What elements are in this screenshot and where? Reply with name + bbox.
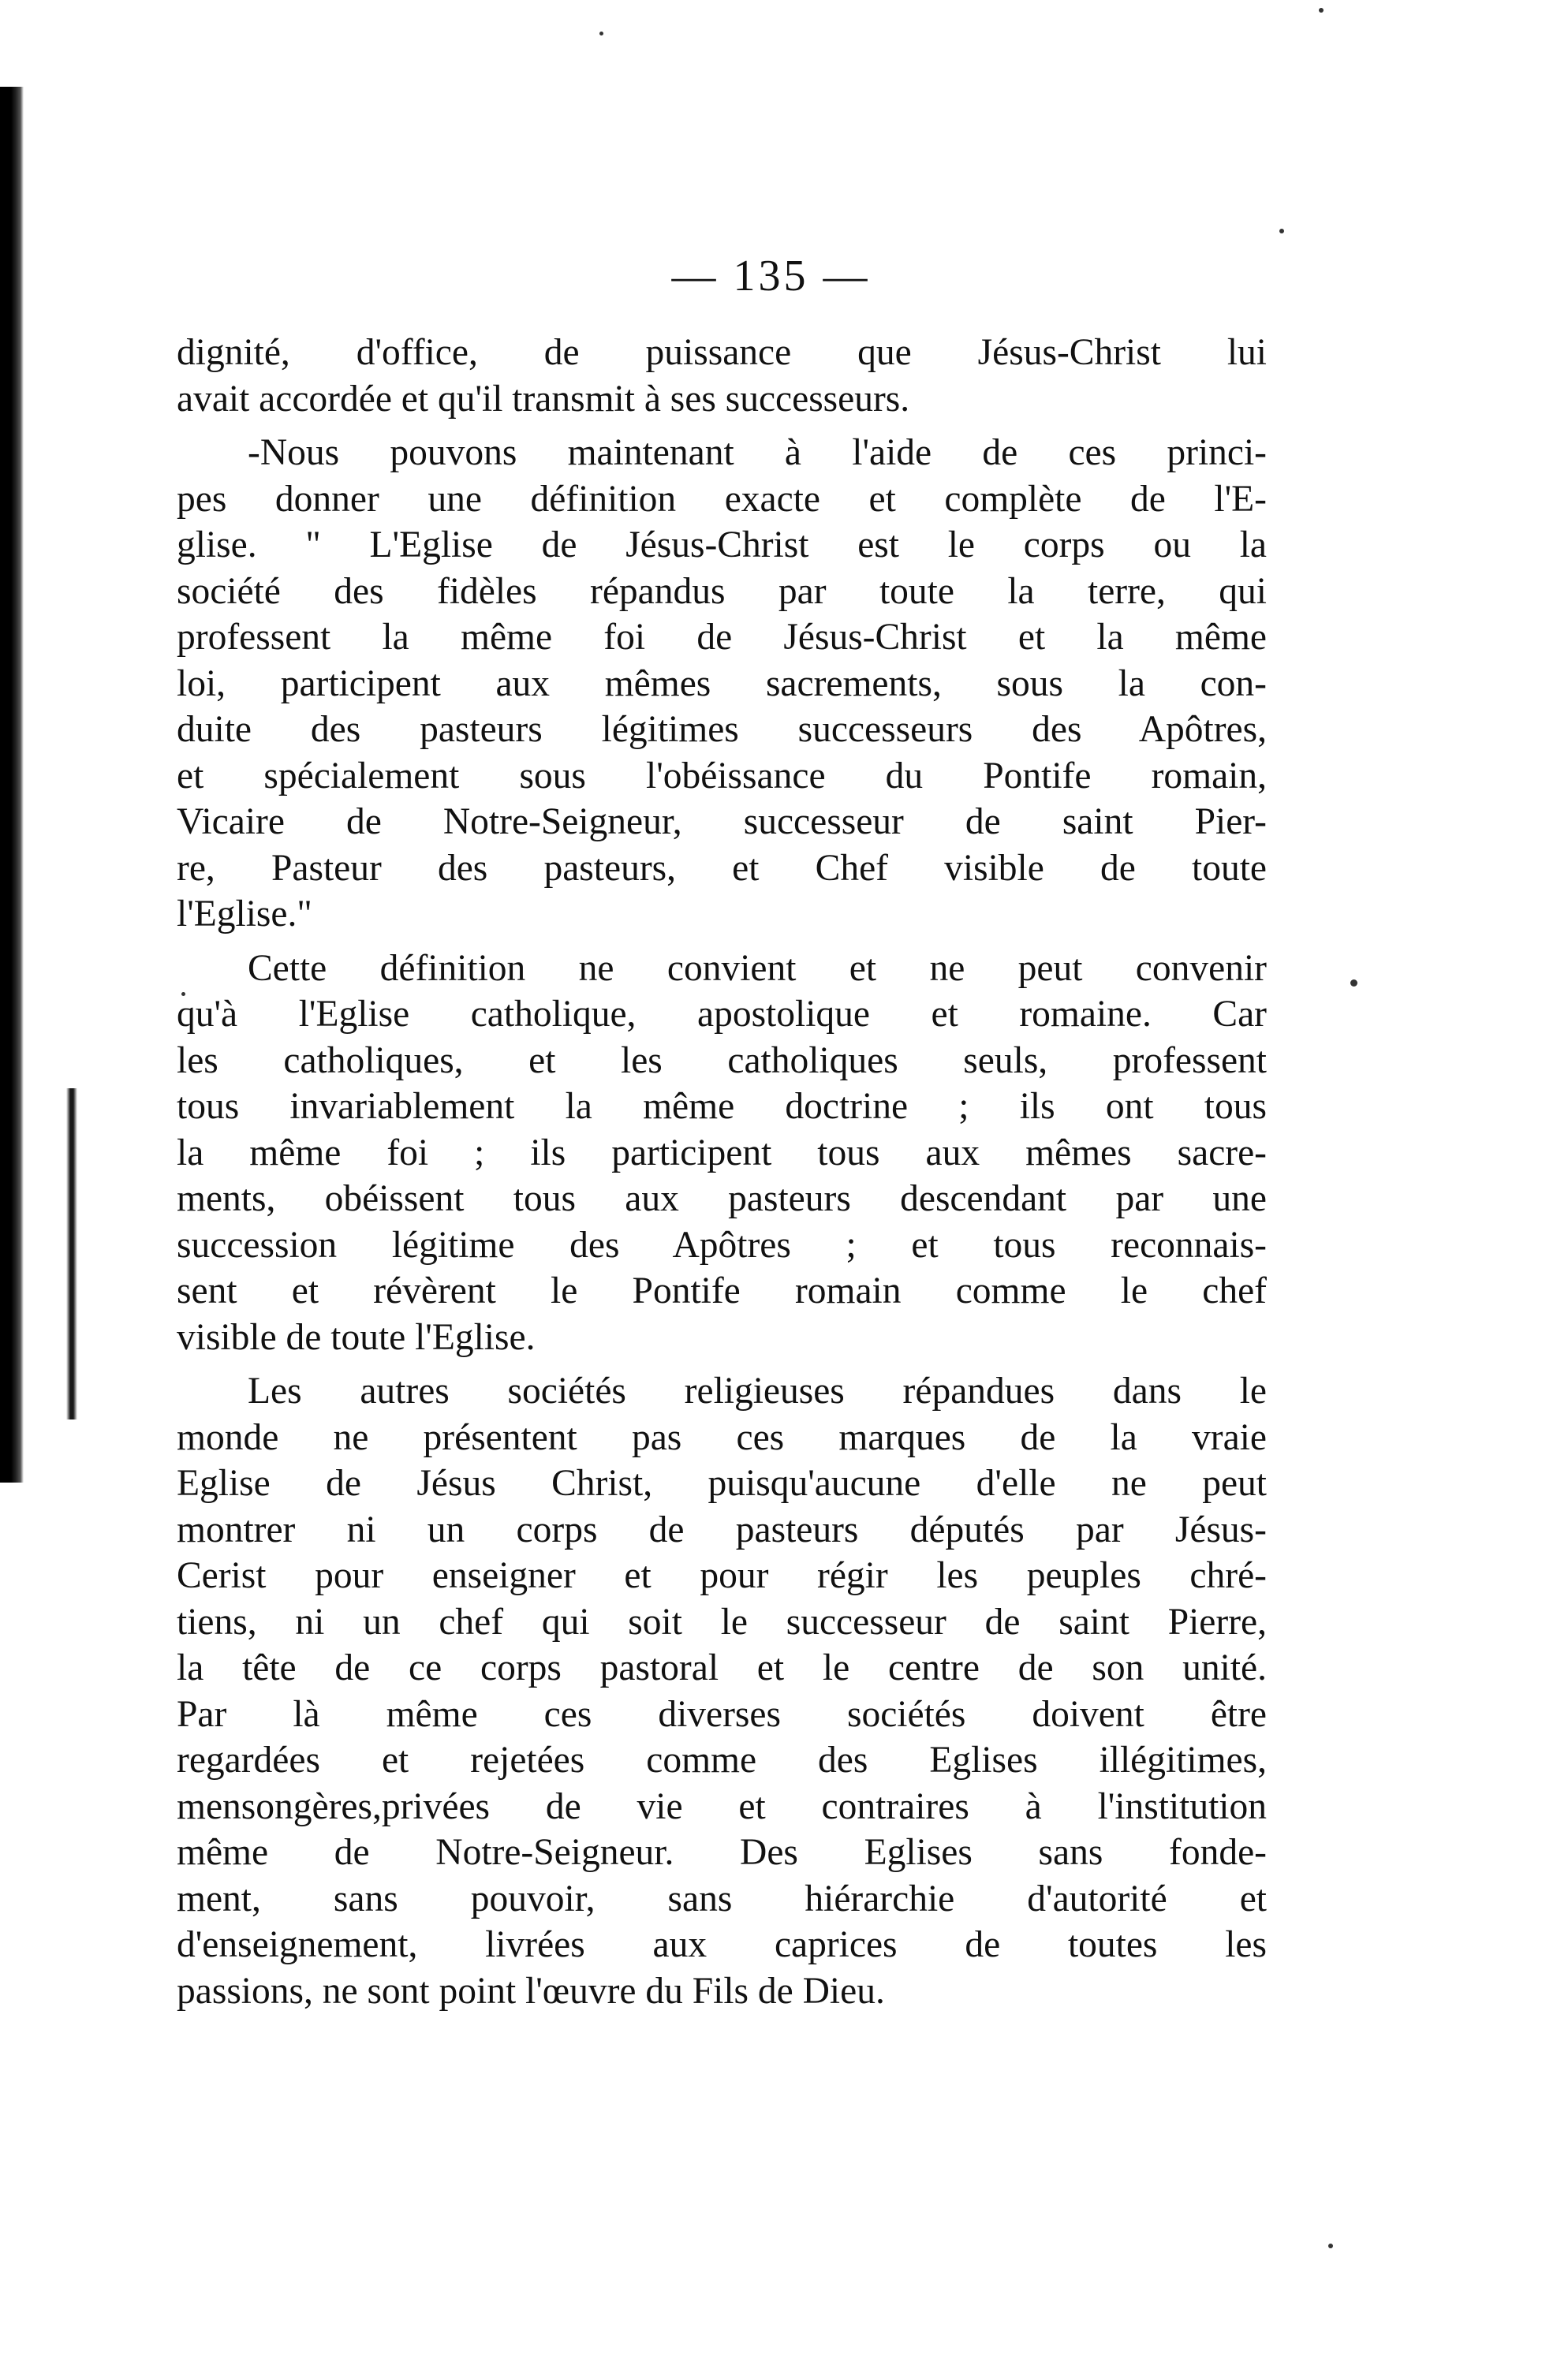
- text-line: ments, obéissent tous aux pasteurs descendant par une: [177, 1178, 1267, 1219]
- text-line: Les autres sociétés religieuses répandues dans le: [248, 1371, 1267, 1412]
- text-line: ment, sans pouvoir, sans hiérarchie d'autorité et: [177, 1878, 1267, 1919]
- text-line: succession légitime des Apôtres ; et tous reconnais-: [177, 1224, 1267, 1266]
- scan-speck: [1319, 8, 1324, 13]
- text-line: duite des pasteurs légitimes successeurs des Apôtres,: [177, 709, 1267, 750]
- text-line: re, Pasteur des pasteurs, et Chef visible de toute: [177, 847, 1267, 889]
- text-line: -Nous pouvons maintenant à l'aide de ces princi-: [248, 432, 1267, 473]
- text-line: société des fidèles répandus par toute la terre, qui: [177, 570, 1267, 612]
- scan-speck: [1350, 979, 1357, 987]
- text-line: et spécialement sous l'obéissance du Pontife romain,: [177, 755, 1267, 796]
- text-line: montrer ni un corps de pasteurs députés par Jésus-: [177, 1509, 1267, 1550]
- text-line: Vicaire de Notre-Seigneur, successeur de saint Pier-: [177, 801, 1267, 842]
- text-line: loi, participent aux mêmes sacrements, sous la con-: [177, 662, 1267, 704]
- body-text: [177, 330, 1267, 2014]
- paragraph-3: [177, 946, 1267, 1361]
- text-line: même de Notre-Seigneur. Des Eglises sans fonde-: [177, 1832, 1267, 1873]
- scan-edge-mark: [66, 1088, 77, 1419]
- text-line: monde ne présentent pas ces marques de la vraie: [177, 1416, 1267, 1458]
- paragraph-2: [177, 430, 1267, 938]
- text-line: qu'à l'Eglise catholique, apostolique et romaine. Car: [177, 994, 1267, 1035]
- text-line: Cerist pour enseigner et pour régir les peuples chré-: [177, 1555, 1267, 1596]
- text-line: d'enseignement, livrées aux caprices de toutes les: [177, 1924, 1267, 1965]
- scan-speck: [599, 32, 603, 35]
- text-line: passions, ne sont point l'œuvre du Fils de Dieu.: [177, 1970, 885, 2012]
- text-line: glise. " L'Eglise de Jésus-Christ est le corps ou la: [177, 524, 1267, 565]
- text-line: tiens, ni un chef qui soit le successeur de saint Pierre,: [177, 1601, 1267, 1643]
- text-line: la tête de ce corps pastoral et le centre de son unité.: [177, 1647, 1267, 1688]
- paragraph-1: [177, 330, 1267, 422]
- text-line: tous invariablement la même doctrine ; ils ont tous: [177, 1086, 1267, 1127]
- scan-speck: [1328, 2244, 1333, 2248]
- text-line: pes donner une définition exacte et complète de l'E-: [177, 478, 1267, 520]
- text-line: professent la même foi de Jésus-Christ et la même: [177, 617, 1267, 658]
- text-line: regardées et rejetées comme des Eglises illégitimes,: [177, 1740, 1267, 1781]
- text-line: Par là même ces diverses sociétés doivent être: [177, 1693, 1267, 1735]
- text-line: avait accordée et qu'il transmit à ses successeurs.: [177, 378, 910, 420]
- text-line: dignité, d'office, de puissance que Jésus-Christ lui: [177, 332, 1267, 373]
- text-line: Eglise de Jésus Christ, puisqu'aucune d'elle ne peut: [177, 1463, 1267, 1504]
- text-line: l'Eglise.": [177, 893, 312, 934]
- text-line: les catholiques, et les catholiques seuls, professent: [177, 1039, 1267, 1081]
- text-line: Cette définition ne convient et ne peut convenir: [248, 947, 1267, 989]
- text-line: la même foi ; ils participent tous aux mêmes sacre-: [177, 1132, 1267, 1173]
- page-number: — 135 —: [671, 252, 871, 300]
- text-line: visible de toute l'Eglise.: [177, 1316, 536, 1358]
- paragraph-4: [177, 1368, 1267, 2014]
- scan-speck: [1279, 229, 1284, 233]
- text-line: mensongères,privées de vie et contraires à l'institution: [177, 1785, 1267, 1827]
- text-line: sent et révèrent le Pontife romain comme le chef: [177, 1270, 1267, 1311]
